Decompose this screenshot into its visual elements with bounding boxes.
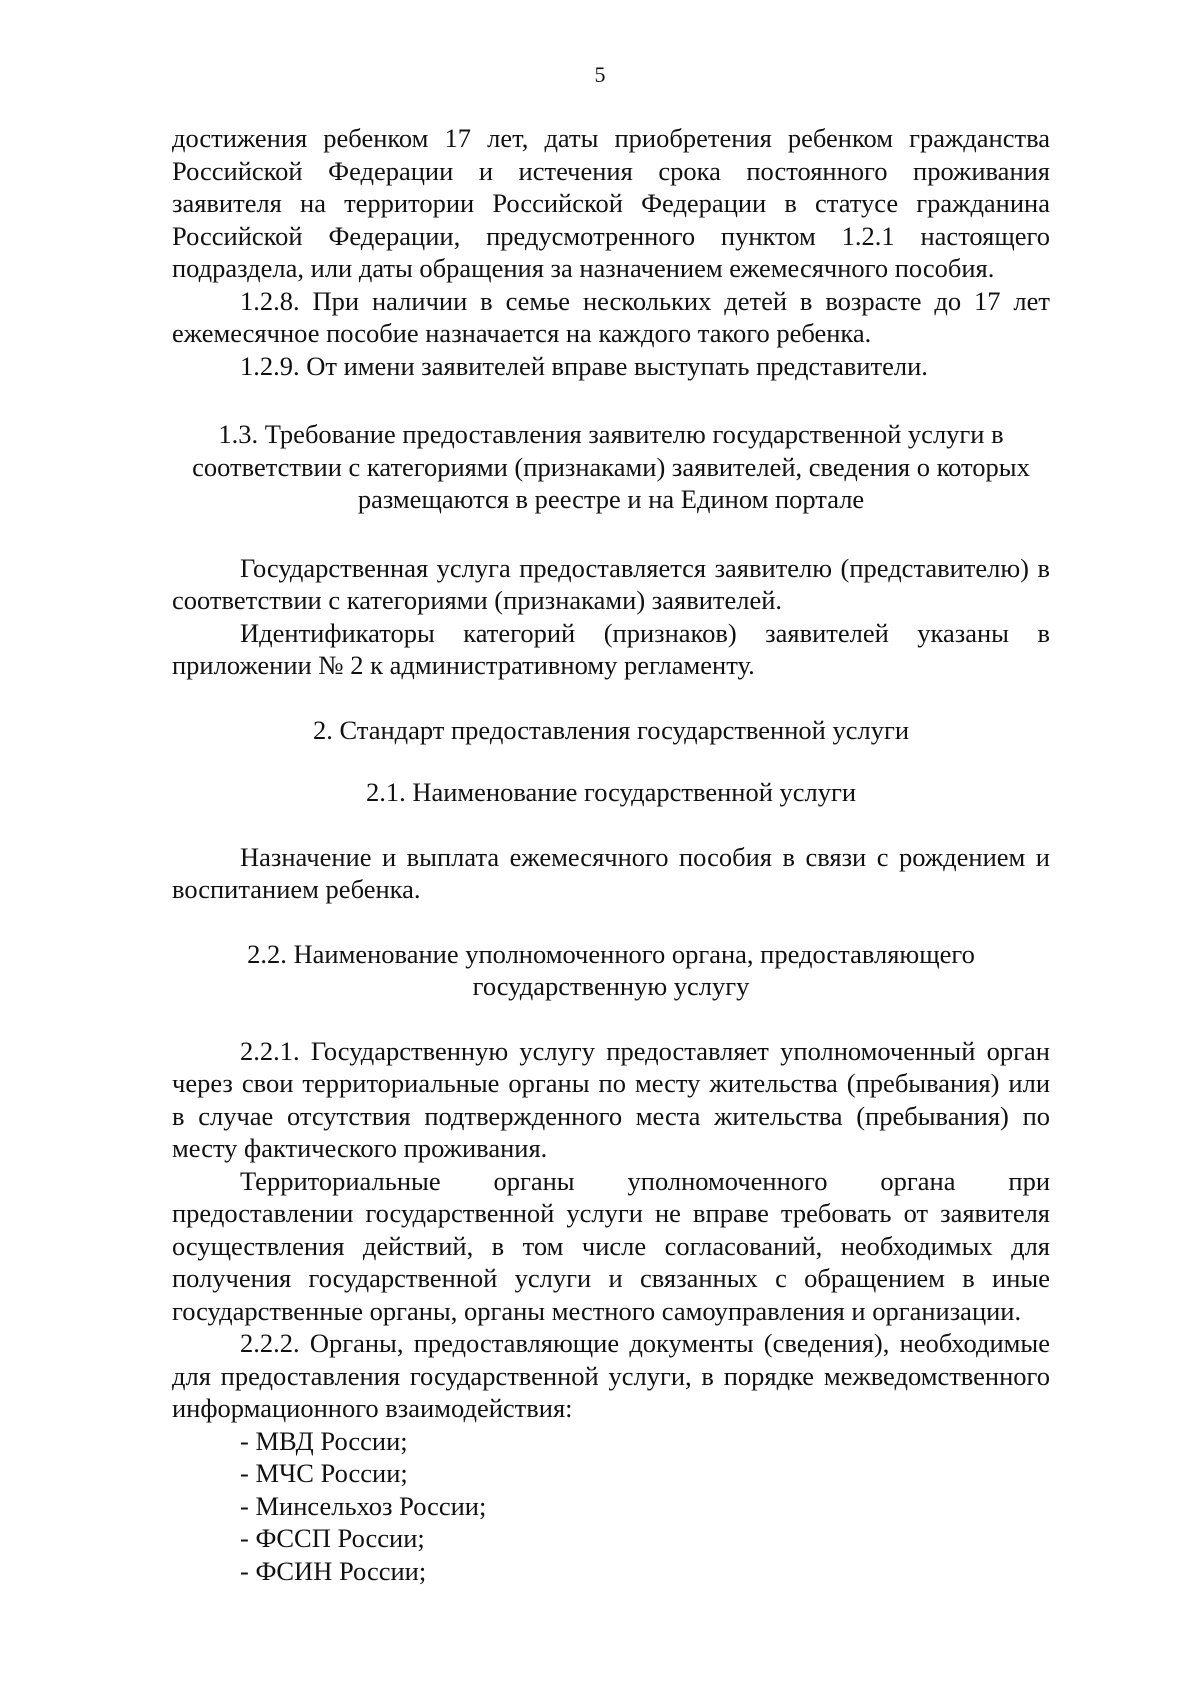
page-number: 5 <box>594 62 606 87</box>
section-heading-1-3: 1.3. Требование предоставления заявителю государственной услуги в соответствии с категориями (признаками) заявителей, сведения о которых размещаются в реестре и на Едином портале <box>192 419 1030 514</box>
paragraph: Назначение и выплата ежемесячного пособия в связи с рождением и воспитанием ребенка. <box>172 841 1050 904</box>
list-item: - МВД России; <box>240 1425 408 1456</box>
paragraph-2-2-1: 2.2.1. Государственную услугу предоставляет уполномоченный орган через свои территориальные органы по месту жительства (пребывания) или в случае отсутствия подтвержденного места жительства (пребывания) по месту фактического проживания. <box>172 1035 1050 1163</box>
paragraph: достижения ребенком 17 лет, даты приобретения ребенком гражданства Российской Федерации и истечения срока постоянного проживания заявителя на территории Российской Федерации в статусе гражданина Российской Федерации, предусмотренного пунктом 1.2.1 настоящего подраздела, или даты обращения за назначением ежемесячного пособия. <box>172 123 1050 283</box>
agency-list <box>172 1425 1050 1588</box>
list-item: - ФСИН России; <box>240 1555 427 1586</box>
paragraph: Идентификаторы категорий (признаков) заявителей указаны в приложении № 2 к административному регламенту. <box>172 617 1050 680</box>
list-item: - Минсельхоз России; <box>240 1490 487 1521</box>
paragraph: Территориальные органы уполномоченного органа при предоставлении государственной услуги не вправе требовать от заявителя осуществления действий, в том числе согласований, необходимых для получения государственной услуги и связанных с обращением в иные государственные органы, органы местного самоуправления и организации. <box>172 1165 1050 1326</box>
paragraph-2-2-2: 2.2.2. Органы, предоставляющие документы (сведения), необходимые для предоставления государственной услуги, в порядке межведомственного информационного взаимодействия: <box>172 1328 1050 1423</box>
paragraph-1-2-9: 1.2.9. От имени заявителей вправе выступать представители. <box>240 350 928 381</box>
list-item: - МЧС России; <box>240 1458 408 1488</box>
section-heading-2-2: 2.2. Наименование уполномоченного органа, предоставляющего государственную услугу <box>247 938 975 1001</box>
section-heading-2: 2. Стандарт предоставления государственной услуги <box>312 714 910 745</box>
document-body <box>172 122 1050 1587</box>
list-item: - ФССП России; <box>240 1523 425 1553</box>
paragraph-1-2-8: 1.2.8. При наличии в семье нескольких детей в возрасте до 17 лет ежемесячное пособие назначается на каждого такого ребенка. <box>172 285 1050 348</box>
section-heading-2-1: 2.1. Наименование государственной услуги <box>365 777 857 807</box>
paragraph: Государственная услуга предоставляется заявителю (представителю) в соответствии с категориями (признаками) заявителей. <box>172 552 1050 615</box>
